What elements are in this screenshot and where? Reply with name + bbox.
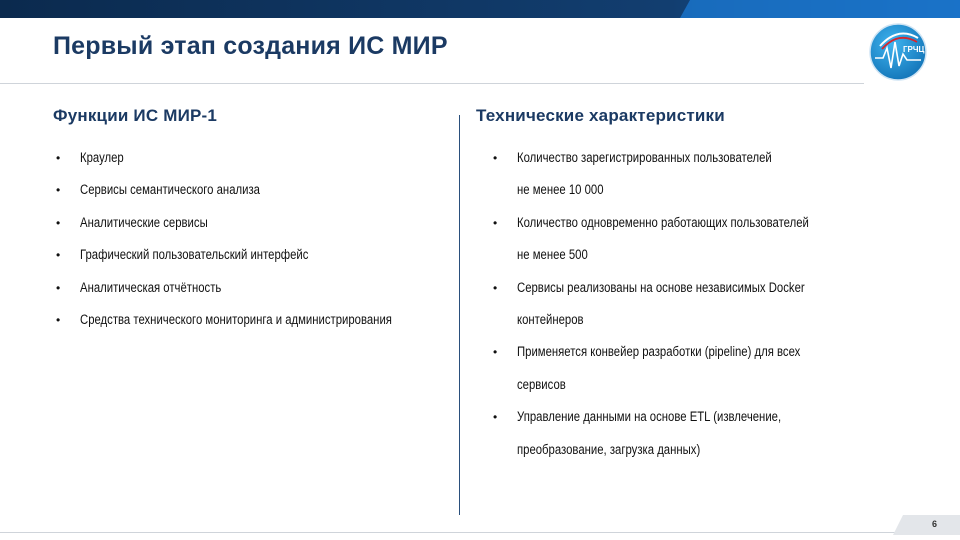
function-item-text: Краулер [80,150,124,165]
function-item-text: Сервисы семантического анализа [80,182,260,198]
spec-item-line1: Количество одновременно работающих пользователей [517,214,809,230]
function-item [53,174,451,206]
footer-divider [0,532,960,533]
column-divider [459,115,460,515]
spec-item [490,336,864,401]
function-item-text: Средства технического мониторинга и администрирования [80,312,392,328]
spec-item [490,207,864,272]
bullet-icon: • [56,151,61,165]
bullet-icon: • [56,215,61,230]
spec-item [490,401,864,466]
bullet-icon: • [56,280,61,295]
spec-item-line1: Применяется конвейер разработки (pipeline) для всех [517,344,801,360]
page-number-tab [893,515,960,535]
function-item [53,239,451,271]
function-item [53,142,451,174]
spec-item-line2: сервисов [517,376,566,392]
spec-item-line2: преобразование, загрузка данных) [517,441,701,457]
bullet-icon: • [493,410,498,425]
specs-list [490,142,864,466]
page-title: Первый этап создания ИС МИР [53,32,448,60]
spec-item-line1: Сервисы реализованы на основе независимых Docker [517,279,805,295]
spec-item-line2: не менее 10 000 [517,182,604,198]
bullet-icon: • [56,248,61,263]
function-item-text: Аналитическая отчётность [80,279,222,295]
function-item [53,304,451,336]
header-divider [0,83,864,84]
spec-item-line2: контейнеров [517,312,584,328]
spec-item [490,142,864,207]
function-item [53,272,451,304]
bullet-icon: • [56,313,61,328]
spec-item-line1: Управление данными на основе ETL (извлечение, [517,409,782,425]
function-item-text: Графический пользовательский интерфейс [80,247,309,263]
spec-item-line2: не менее 500 [517,247,588,263]
functions-heading: Функции ИС МИР-1 [53,106,218,125]
specs-heading: Технические характеристики [476,106,725,125]
bullet-icon: • [493,280,498,295]
grchc-logo-icon [868,22,928,82]
bullet-icon: • [493,345,498,360]
functions-list [53,142,451,336]
bullet-icon: • [493,151,498,165]
bullet-icon: • [493,215,498,230]
logo-text: ГРЧЦ [903,45,925,54]
page-number: 6 [932,519,938,529]
bullet-icon: • [56,183,61,198]
function-item-text: Аналитические сервисы [80,214,208,230]
top-band [0,0,960,18]
function-item [53,207,451,239]
spec-item [490,272,864,337]
spec-item-line1: Количество зарегистрированных пользователей [517,150,772,165]
